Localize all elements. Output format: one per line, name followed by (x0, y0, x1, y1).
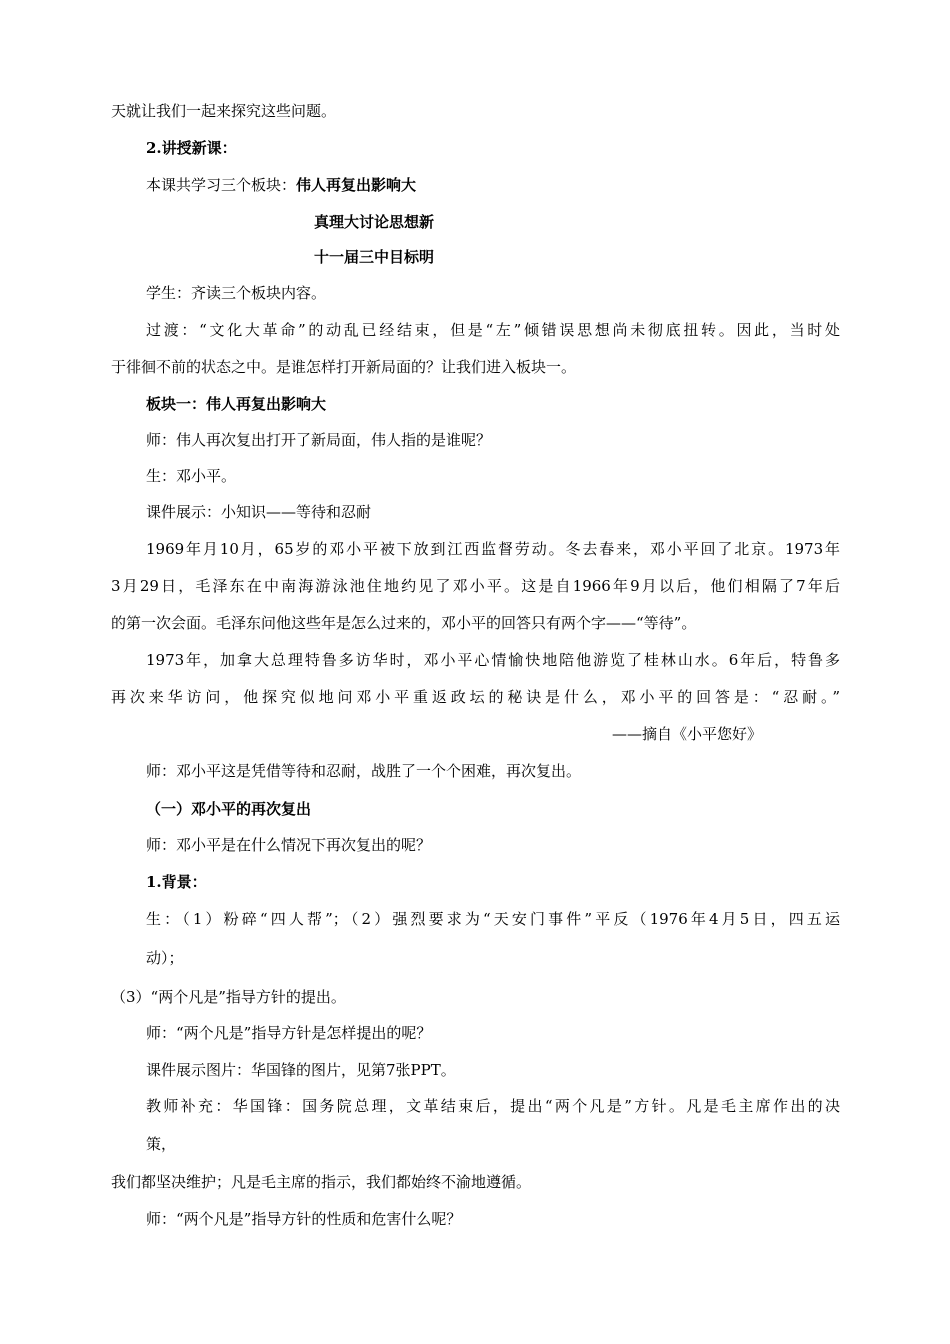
paragraph-line: 教师补充：华国锋：国务院总理，文革结束后，提出“两个凡是”方针。凡是毛主席作出的决 (146, 1097, 840, 1115)
module-title-1: 伟人再复出影响大 (296, 176, 417, 194)
section-heading: 板块一：伟人再复出影响大 (146, 395, 327, 413)
section-heading: 2.讲授新课： (146, 139, 237, 157)
paragraph-line: 师：“两个凡是”指导方针是怎样提出的呢？ (146, 1024, 432, 1042)
paragraph-line: 1969年月10月，65岁的邓小平被下放到江西监督劳动。冬去春来，邓小平回了北京。1973年 (146, 540, 840, 558)
paragraph-line: 的第一次会面。毛泽东问他这些年是怎么过来的，邓小平的回答只有两个字——“等待”。 (111, 614, 697, 632)
paragraph-line: （3）“两个凡是”指导方针的提出。 (111, 988, 346, 1006)
paragraph-line: 于徘徊不前的状态之中。是谁怎样打开新局面的？让我们进入板块一。 (111, 358, 577, 376)
paragraph-line: 过渡：“文化大革命”的动乱已经结束，但是“左”倾错误思想尚未彻底扭转。因此，当时处 (146, 321, 840, 339)
paragraph-line: 师：邓小平这是凭借等待和忍耐，战胜了一个个困难，再次复出。 (146, 762, 582, 780)
citation: ——摘自《小平您好》 (612, 725, 763, 743)
module-title-3: 十一届三中目标明 (314, 248, 435, 266)
paragraph-line: 生：邓小平。 (146, 467, 237, 485)
section-heading: 1.背景： (146, 873, 207, 891)
paragraph-line: 学生：齐读三个板块内容。 (146, 284, 327, 302)
paragraph-line: 师：“两个凡是”指导方针的性质和危害什么呢？ (146, 1210, 462, 1228)
paragraph-line: 策， (146, 1135, 177, 1153)
paragraph-line: 师：邓小平是在什么情况下再次复出的呢？ (146, 836, 432, 854)
module-title-2: 真理大讨论思想新 (314, 213, 435, 231)
paragraph-line: 我们都坚决维护；凡是毛主席的指示，我们都始终不渝地遵循。 (111, 1173, 532, 1191)
section-heading: （一）邓小平的再次复出 (146, 800, 312, 818)
paragraph-line: 再次来华访问，他探究似地问邓小平重返政坛的秘诀是什么，邓小平的回答是：“忍耐。” (111, 688, 840, 706)
intro-text: 本课共学习三个板块： (146, 176, 297, 194)
paragraph-line: 3月29日，毛泽东在中南海游泳池住地约见了邓小平。这是自1966年9月以后，他们相隔了7年后 (111, 577, 840, 595)
paragraph-line: 课件展示图片：华国锋的图片，见第7张PPT。 (146, 1061, 456, 1079)
paragraph-line (146, 175, 416, 195)
paragraph-line: 1973年，加拿大总理特鲁多访华时，邓小平心情愉快地陪他游览了桂林山水。6年后，特鲁多 (146, 651, 840, 669)
paragraph-line: 课件展示：小知识——等待和忍耐 (146, 503, 372, 521)
paragraph-line: 动）； (146, 949, 184, 967)
paragraph-line: 天就让我们一起来探究这些问题。 (111, 102, 337, 120)
paragraph-line: 师：伟人再次复出打开了新局面，伟人指的是谁呢？ (146, 431, 492, 449)
paragraph-line: 生：（1）粉碎“四人帮”；（2）强烈要求为“天安门事件”平反（1976年4月5日，四五运 (146, 910, 840, 928)
